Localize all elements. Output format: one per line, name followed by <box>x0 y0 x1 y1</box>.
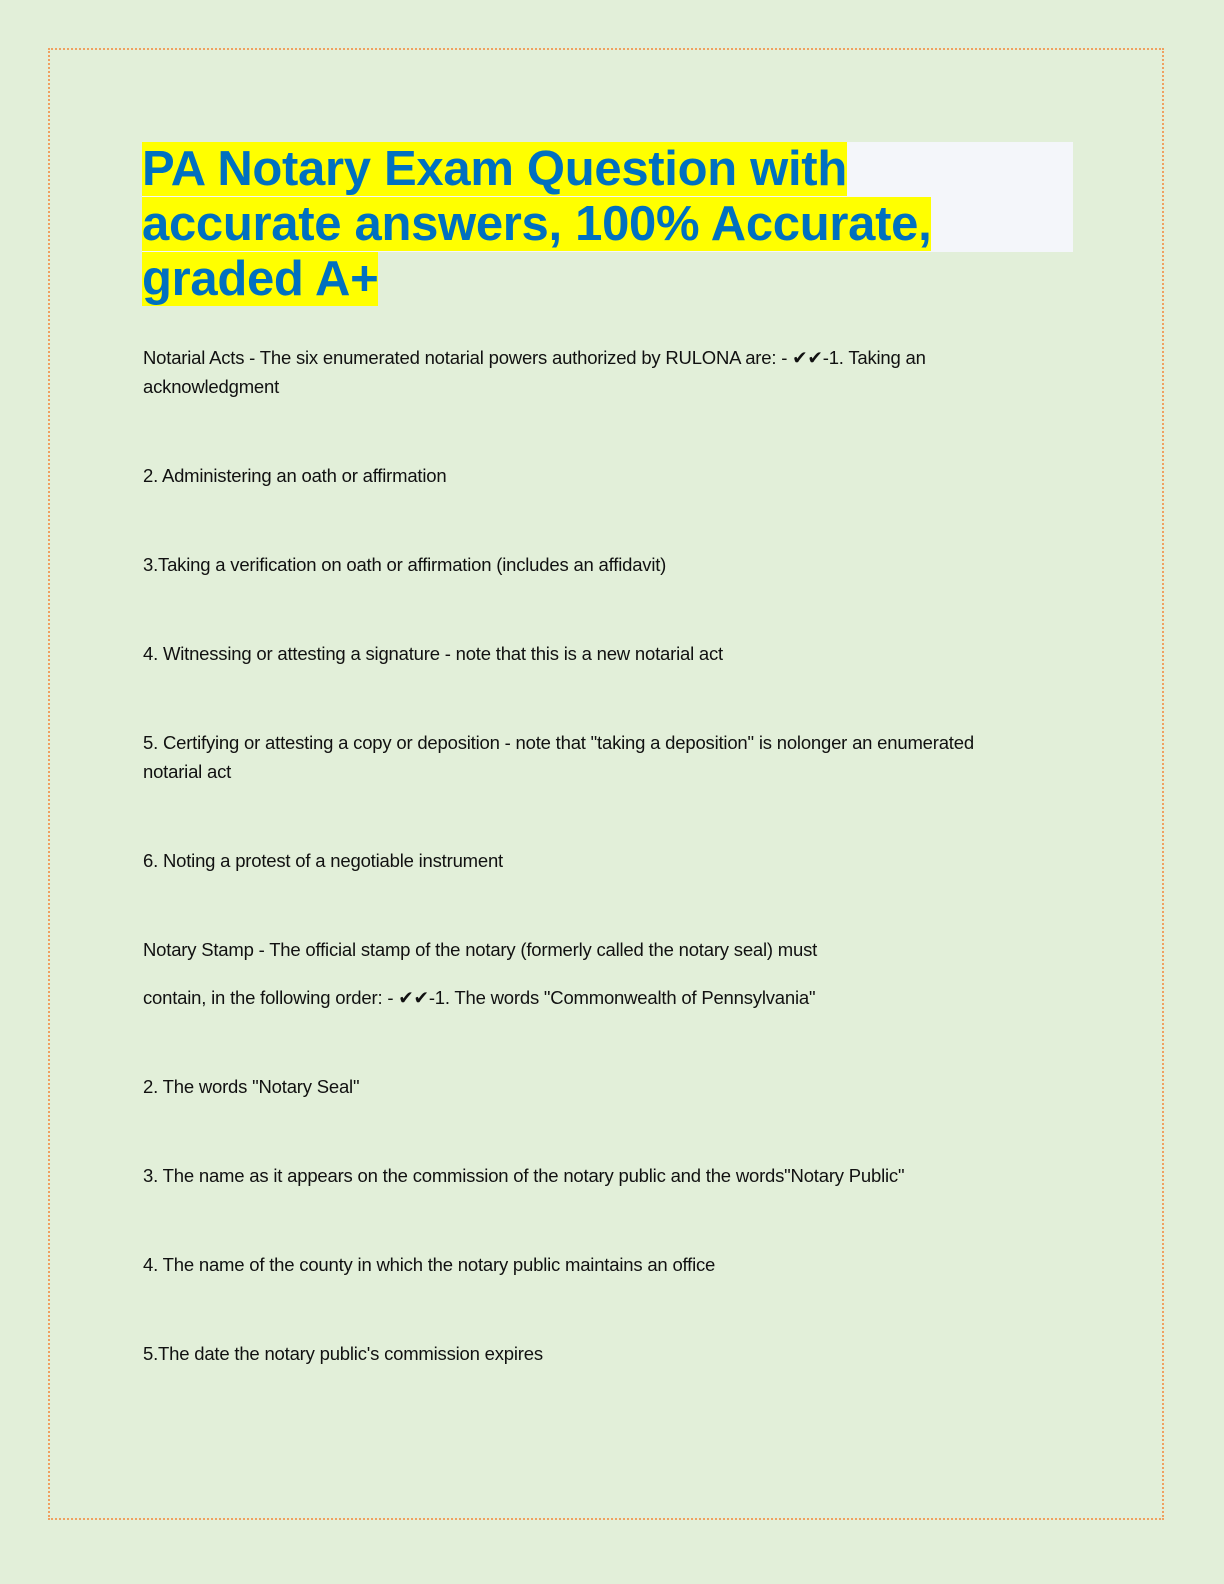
document-title <box>142 142 1052 307</box>
paragraph-notary-stamp-cont: contain, in the following order: - ✔✔-1. The words "Commonwealth of Pennsylvania" <box>143 987 816 1008</box>
paragraph-item: 6. Noting a protest of a negotiable instrument <box>143 850 503 871</box>
paragraph-notary-stamp: Notary Stamp - The official stamp of the notary (formerly called the notary seal) must <box>143 939 818 960</box>
paragraph-item: 3.Taking a verification on oath or affirmation (includes an affidavit) <box>143 554 667 575</box>
paragraph-item: 3. The name as it appears on the commission of the notary public and the words"Notary Public" <box>143 1165 905 1186</box>
paragraph-item: 4. The name of the county in which the notary public maintains an office <box>143 1254 716 1275</box>
paragraph-item: 2. Administering an oath or affirmation <box>143 465 447 486</box>
paragraph-item: 4. Witnessing or attesting a signature - note that this is a new notarial act <box>143 643 723 664</box>
title-highlight: PA Notary Exam Question with accurate answers, 100% Accurate, graded A+ <box>142 142 932 306</box>
paragraph-item: 5.The date the notary public's commission expires <box>143 1343 543 1364</box>
paragraph-item: 5. Certifying or attesting a copy or deposition - note that "taking a deposition" is nolonger an enumerated notarial act <box>143 732 974 782</box>
paragraph-item: 2. The words "Notary Seal" <box>143 1076 360 1097</box>
paragraph-notarial-acts: Notarial Acts - The six enumerated notarial powers authorized by RULONA are: - ✔✔-1. Taking an acknowledgment <box>143 347 926 397</box>
